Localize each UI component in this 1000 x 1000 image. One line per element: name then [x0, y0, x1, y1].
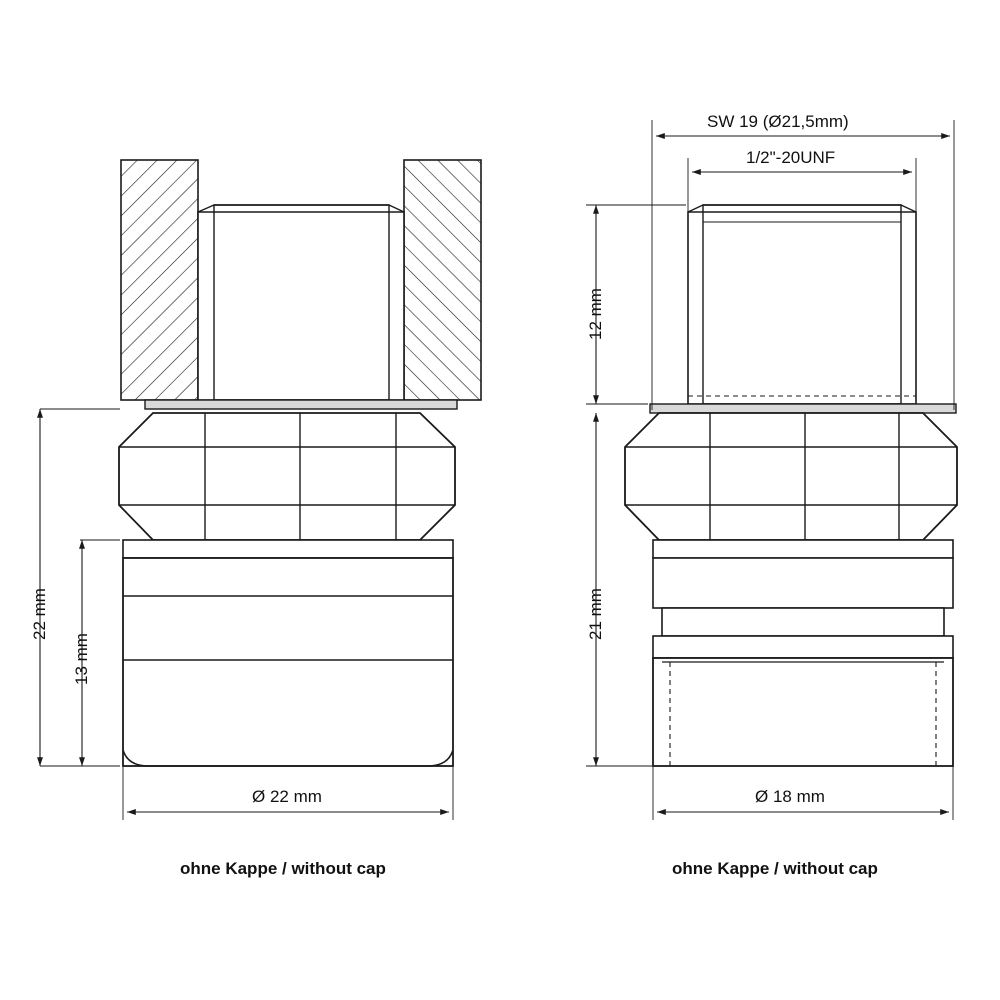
- dimension-label-right-body-diameter: Ø 18 mm: [755, 787, 825, 806]
- left-view-geometry: [40, 160, 481, 820]
- caption-left-view: ohne Kappe / without cap: [180, 859, 386, 878]
- caption-right-view: ohne Kappe / without cap: [672, 859, 878, 878]
- dimension-label-right-body-height: 21 mm: [586, 588, 605, 640]
- dimension-label-left-body-diameter: Ø 22 mm: [252, 787, 322, 806]
- dimension-label-right-thread-spec: 1/2"-20UNF: [746, 148, 836, 167]
- dimension-label-left-overall-height: 22 mm: [30, 588, 49, 640]
- dimension-label-right-thread-length: 12 mm: [586, 288, 605, 340]
- dimension-label-left-body-height: 13 mm: [72, 633, 91, 685]
- dimension-label-right-wrench-size: SW 19 (Ø21,5mm): [707, 112, 849, 131]
- right-view-geometry: [586, 120, 957, 820]
